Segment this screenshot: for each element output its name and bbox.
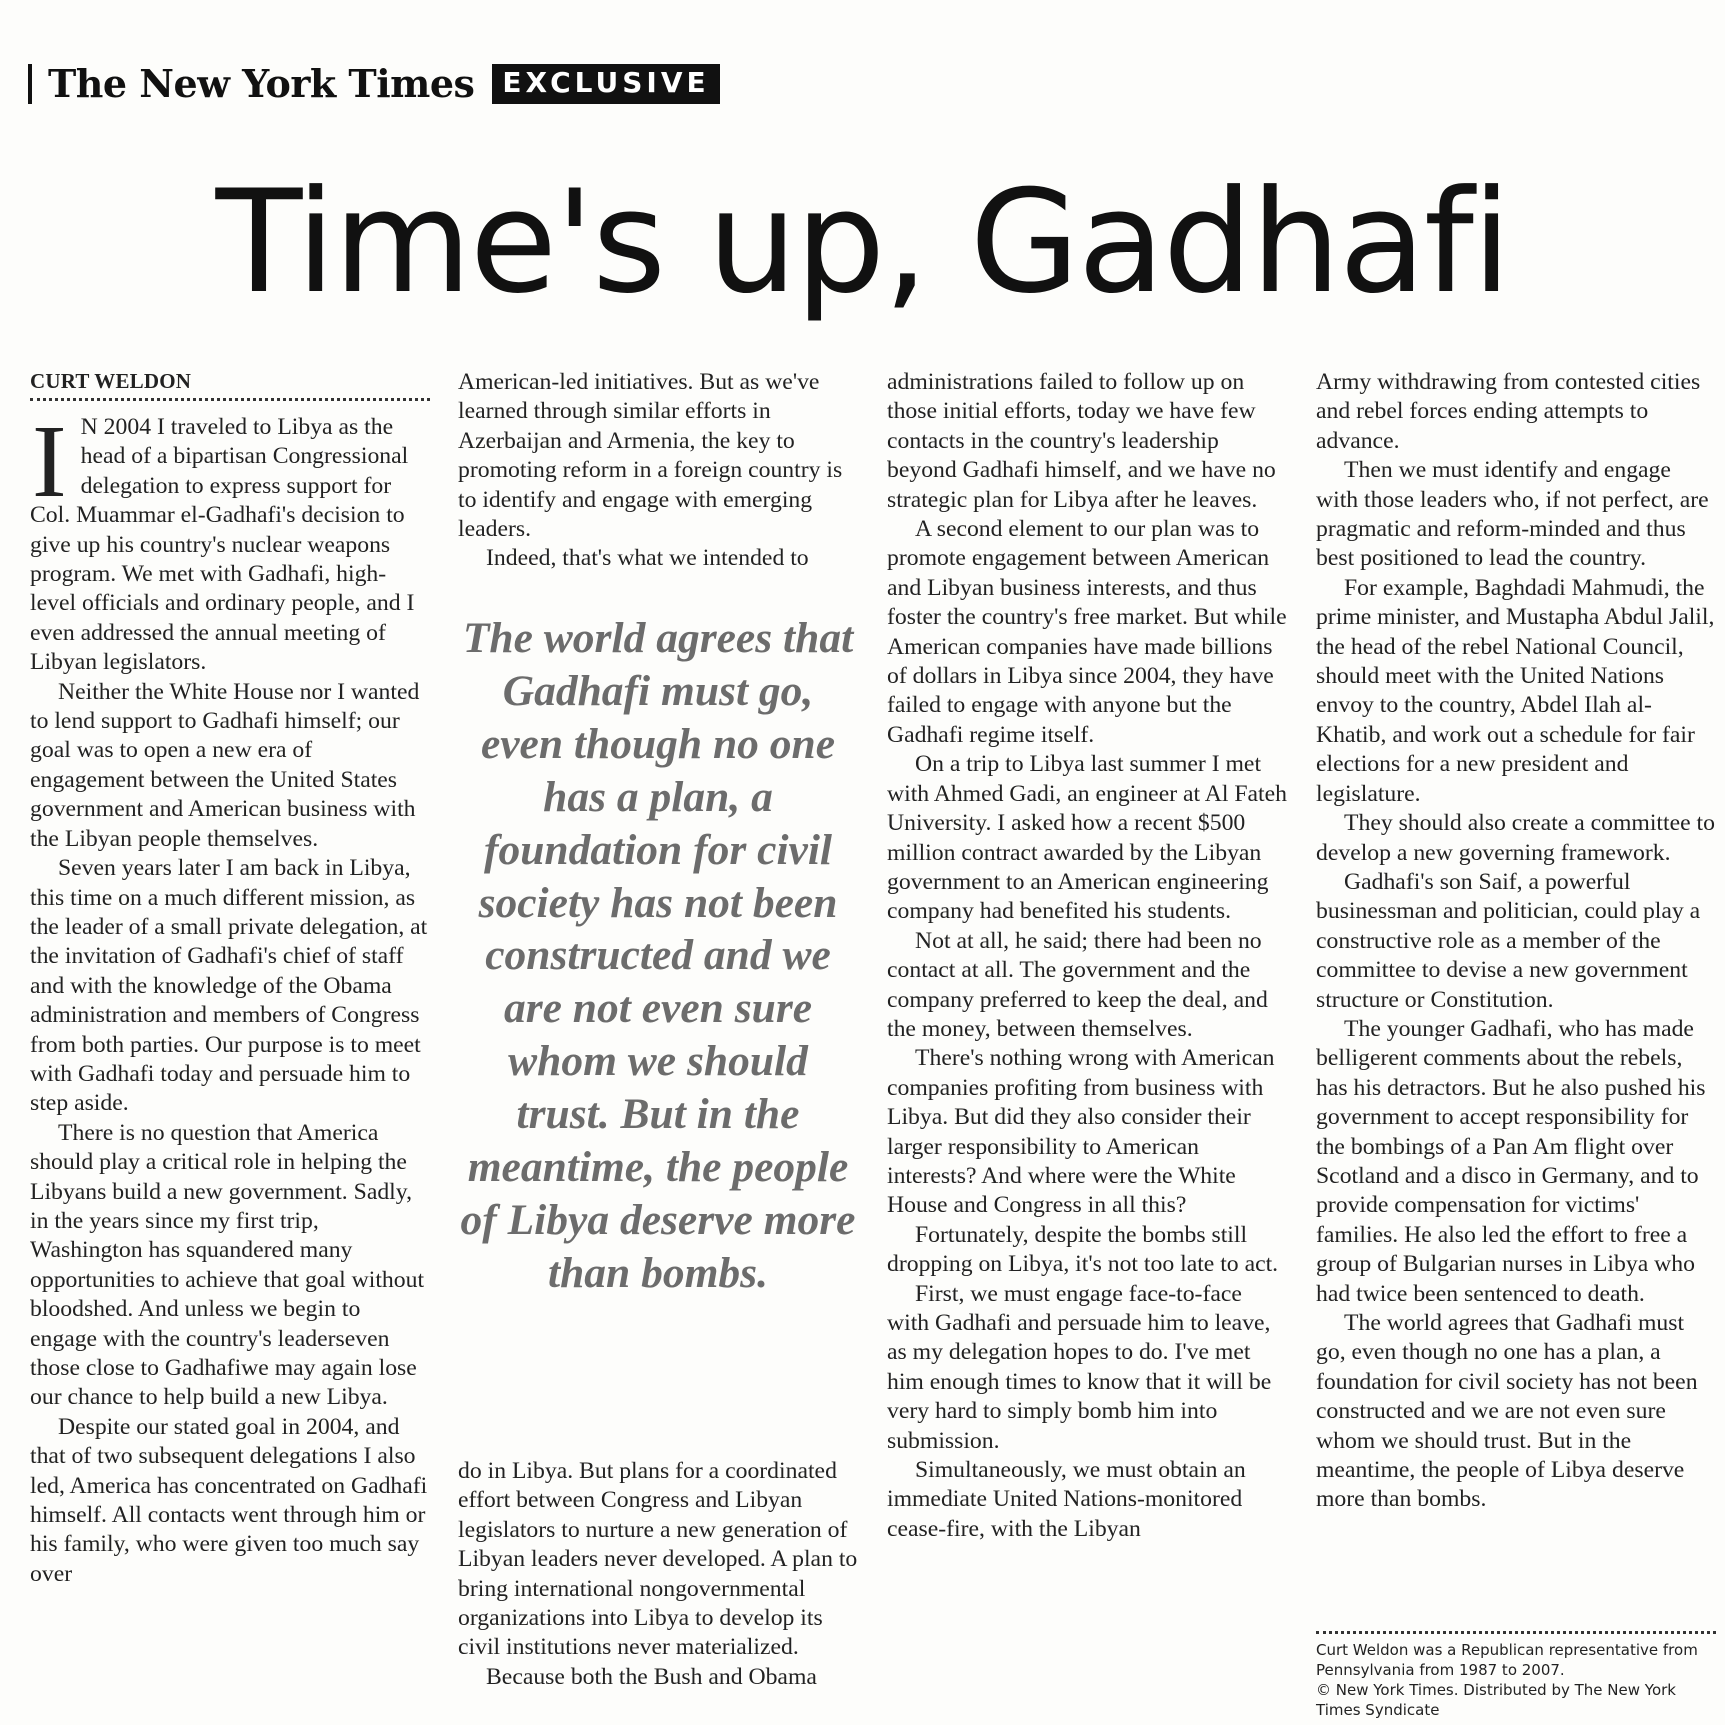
paragraph: They should also create a committee to develop a new governing framework. [1316, 810, 1715, 866]
author-bio [1316, 1631, 1716, 1720]
paragraph: Seven years later I am back in Libya, this time on a much different mission, as the leader of a small private delegation, at the invitation of Gadhafi's chief of staff and with the knowledge of the Obama administration and members of Congress from both parties. Our purpose is to meet with Gadhafi today and persuade him to step aside. [30, 855, 428, 1117]
paragraph: A second element to our plan was to promote engagement between American and Libyan business interests, and thus foster the country's free market. But while American companies have made billions of dollars in Libya since 2004, they have failed to engage with anyone but the Gadhafi regime itself. [887, 516, 1287, 748]
paragraph: Then we must identify and engage with those leaders who, if not perfect, are pragmatic and reform-minded and thus best positioned to lead the country. [1316, 457, 1709, 572]
copyright-line: © New York Times. Distributed by The New York Times Syndicate [1316, 1681, 1676, 1719]
paragraph: Indeed, that's what we intended to [486, 545, 809, 572]
paragraph: Neither the White House nor I wanted to lend support to Gadhafi himself; our goal was to open a new era of engagement between the United States government and American business with the Libyan people themselves. [30, 678, 420, 852]
paragraph: First, we must engage face-to-face with Gadhafi and persuade him to leave, as my delegation hopes to do. I've met him enough times to know that it will be very hard to simply bomb him into submission. [887, 1280, 1272, 1454]
paragraph-text: N 2004 I traveled to Libya as the head of a bipartisan Congressional delegation to express support for Col. Muammar el-Gadhafi's decision to give up his country's nuclear weapons program. We met with Gadhafi, high-level officials and ordinary people, and I even addressed the annual meeting of Libyan legislators. [30, 414, 415, 676]
paragraph: For example, Baghdadi Mahmudi, the prime minister, and Mustapha Abdul Jalil, the head of the rebel National Council, should meet with the United Nations envoy to the country, Abdel Ilah al-Khatib, and work out a schedule for fair elections for a new president and legislature. [1316, 574, 1715, 807]
paragraph: American-led initiatives. But as we've learned through similar efforts in Azerbaijan and Armenia, the key to promoting reform in a foreign country is to identify and engage with emerging leaders. [458, 369, 843, 543]
paragraph: Gadhafi's son Saif, a powerful businessman and politician, could play a constructive role as a member of the committee to devise a new government structure or Constitution. [1316, 868, 1701, 1013]
paragraph [30, 404, 430, 678]
paragraph: Army withdrawing from contested cities and rebel forces ending attempts to advance. [1316, 369, 1701, 454]
column-3 [887, 368, 1287, 1544]
paragraph: Fortunately, despite the bombs still dropping on Libya, it's not too late to act. [887, 1221, 1279, 1278]
exclusive-tag: EXCLUSIVE [492, 64, 719, 103]
column-4 [1316, 368, 1716, 1515]
paragraph: There is no question that America should play a critical role in helping the Libyans build a new government. Sadly, in the years since my first trip, Washington has squandered many opportunities to achieve that goal without bloodshed. And unless we begin to engage with the country's leaderseven those close to Gadhafiwe may again lose our chance to help build a new Libya. [30, 1119, 425, 1411]
bio-line: Curt Weldon was a Republican representative from Pennsylvania from 1987 to 2007. [1316, 1641, 1698, 1679]
column-2-bottom [458, 1457, 858, 1692]
column-1 [30, 368, 430, 1589]
masthead [28, 62, 720, 106]
paragraph: On a trip to Libya last summer I met with Ahmed Gadi, an engineer at Al Fateh University. I asked how a recent $500 million contract awarded by the Libyan government to an American engineering company had benefited his students. [887, 751, 1287, 925]
paragraph: Because both the Bush and Obama [486, 1663, 817, 1690]
paragraph: The world agrees that Gadhafi must go, even though no one has a plan, a foundation for civil society has not been constructed and we are not even sure whom we should trust. But in the meantime, the people of Libya deserve more than bombs. [1316, 1310, 1698, 1513]
column-2-top [458, 368, 858, 574]
drop-cap: I [32, 404, 67, 519]
newspaper-logo: The New York Times [48, 61, 475, 106]
headline: Time's up, Gadhafi [215, 160, 1510, 325]
paragraph: Despite our stated goal in 2004, and that of two subsequent delegations I also led, America has concentrated on Gadhafi himself. All contacts went through him or his family, who were given too much say over [30, 1413, 428, 1587]
paragraph: Not at all, he said; there had been no contact at all. The government and the company preferred to keep the deal, and the money, between themselves. [887, 927, 1268, 1042]
paragraph: do in Libya. But plans for a coordinated effort between Congress and Libyan legislators to nurture a new generation of Libyan leaders never developed. A plan to bring international nongovernmental organizations into Libya to develop its civil institutions never materialized. [458, 1458, 858, 1661]
paragraph: Simultaneously, we must obtain an immediate United Nations-monitored cease-fire, with the Libyan [887, 1457, 1246, 1542]
masthead-rule [28, 64, 32, 104]
paragraph: There's nothing wrong with American companies profiting from business with Libya. But did they also consider their larger responsibility to American interests? And where were the White House and Congress in all this? [887, 1045, 1275, 1219]
byline: CURT WELDON [30, 368, 430, 401]
paragraph: administrations failed to follow up on those initial efforts, today we have few contacts in the country's leadership beyond Gadhafi himself, and we have no strategic plan for Libya after he leaves. [887, 369, 1276, 513]
paragraph: The younger Gadhafi, who has made belligerent comments about the rebels, has his detractors. But he also pushed his government to accept responsibility for the bombings of a Pan Am flight over Scotland and a disco in Germany, and to provide compensation for victims' families. He also led the effort to free a group of Bulgarian nurses in Libya who had twice been sentenced to death. [1316, 1015, 1706, 1307]
pull-quote: The world agrees that Gadhafi must go, even though no one has a plan, a foundation for civil society has not been constructed and we are not even sure whom we should trust. But in the meantime, the people of Libya deserve more than bombs. [460, 614, 856, 1297]
